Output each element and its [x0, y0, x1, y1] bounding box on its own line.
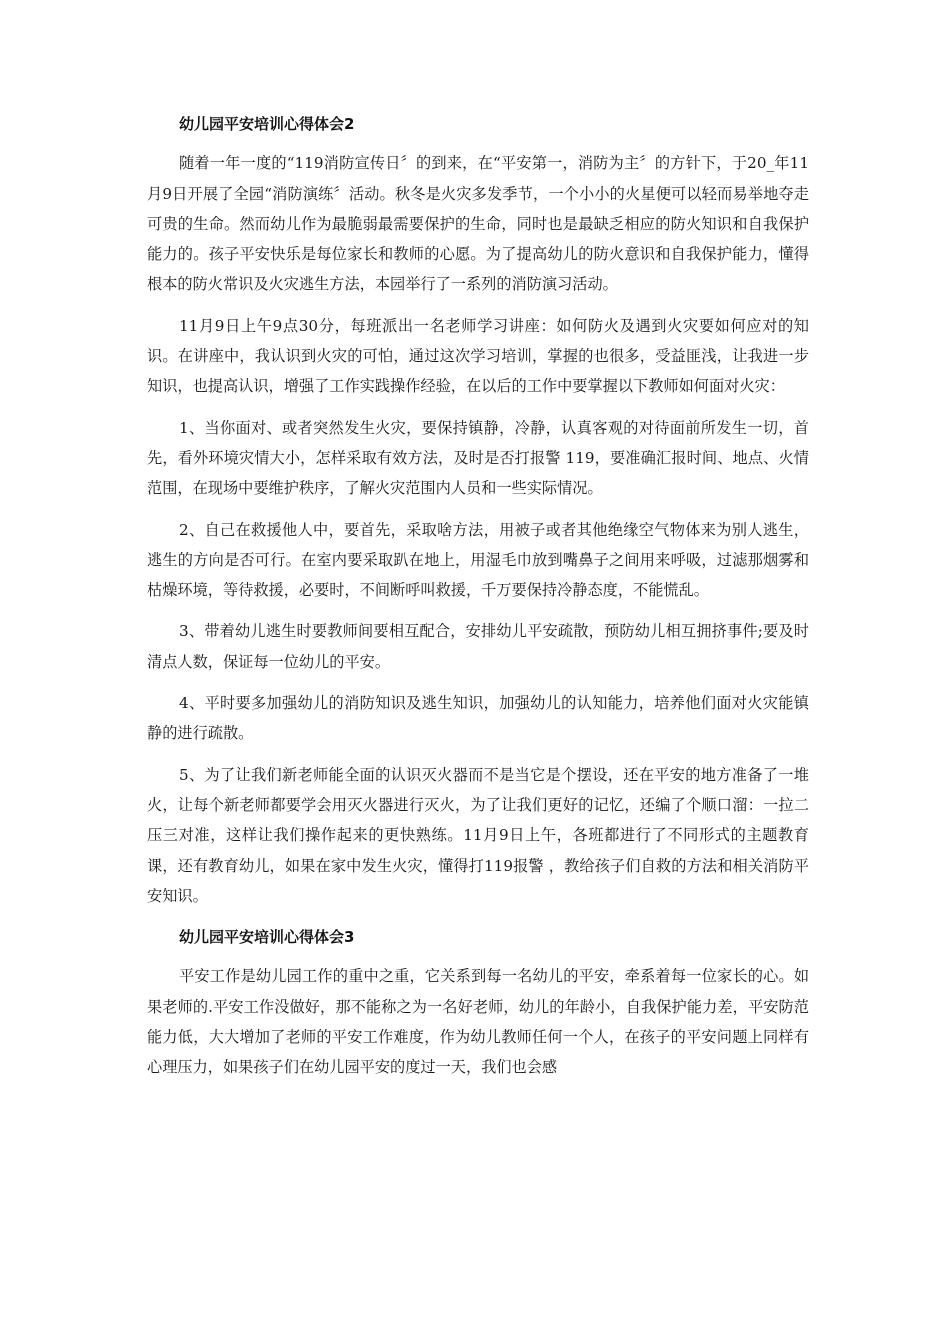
paragraph: 11月9日上午9点30分，每班派出一名老师学习讲座：如何防火及遇到火灾要如何应对的知识。在讲座中，我认识到火灾的可怕，通过这次学习培训，掌握的也很多，受益匪浅，让我进一步知识，也提高认识，增强了工作实践操作经验，在以后的工作中要掌握以下教师如何面对火灾：: [147, 316, 809, 396]
paragraph: 5、为了让我们新老师能全面的认识灭火器而不是当它是个摆设，还在平安的地方准备了一堆火，让每个新老师都要学会用灭火器进行灭火，为了让我们更好的记忆，还编了个顺口溜：一拉二压三对准，这样让我们操作起来的更快熟练。11月9日上午，各班都进行了不同形式的主题教育课，还有教育幼儿，如果在家中发生火灾，懂得打119报警 ，教给孩子们自救的方法和相关消防平安知识。: [147, 765, 809, 905]
paragraph: 平安工作是幼儿园工作的重中之重，它关系到每一名幼儿的平安，牵系着每一位家长的心。如果老师的.平安工作没做好，那不能称之为一名好老师，幼儿的年龄小，自我保护能力差，平安防范能力低，大大增加了老师的平安工作难度，作为幼儿教师任何一个人，在孩子的平安问题上同样有心理压力，如果孩子们在幼儿园平安的度过一天，我们也会感: [147, 967, 809, 1077]
section-heading: 幼儿园平安培训心得体会2: [179, 115, 355, 133]
paragraph: 随着一年一度的“119消防宣传日〞的到来，在“平安第一，消防为主〞的方针下，于20_年11月9日开展了全园“消防演练〞活动。秋冬是火灾多发季节，一个小小的火星便可以轻而易举地夺走可贵的生命。然而幼儿作为最脆弱最需要保护的生命，同时也是最缺乏相应的防火知识和自我保护能力的。孩子平安快乐是每位家长和教师的心愿。为了提高幼儿的防火意识和自我保护能力，懂得根本的防火常识及火灾逃生方法，本园举行了一系列的消防演习活动。: [147, 154, 809, 294]
paragraph: 1、当你面对、或者突然发生火灾，要保持镇静，冷静，认真客观的对待面前所发生一切，首先，看外环境灾情大小，怎样采取有效方法，及时是否打报警 119，要准确汇报时间、地点、火情范围，在现场中要维护秩序，了解火灾范围内人员和一些实际情况。: [147, 418, 809, 498]
section-heading: 幼儿园平安培训心得体会3: [179, 928, 355, 947]
paragraph: 3、带着幼儿逃生时要教师间要相互配合，安排幼儿平安疏散，预防幼儿相互拥挤事件;要及时清点人数，保证每一位幼儿的平安。: [147, 622, 809, 671]
paragraph: 2、自己在救援他人中，要首先，采取啥方法，用被子或者其他绝缘空气物体来为别人逃生，逃生的方向是否可行。在室内要采取趴在地上，用湿毛巾放到嘴鼻子之间用来呼吸，过滤那烟雾和枯燥环境，等待救援，必要时，不间断呼叫救援，千万要保持冷静态度，不能慌乱。: [147, 520, 809, 600]
paragraph: 4、平时要多加强幼儿的消防知识及逃生知识，加强幼儿的认知能力，培养他们面对火灾能镇静的进行疏散。: [147, 694, 809, 743]
document-body: [147, 109, 809, 1094]
